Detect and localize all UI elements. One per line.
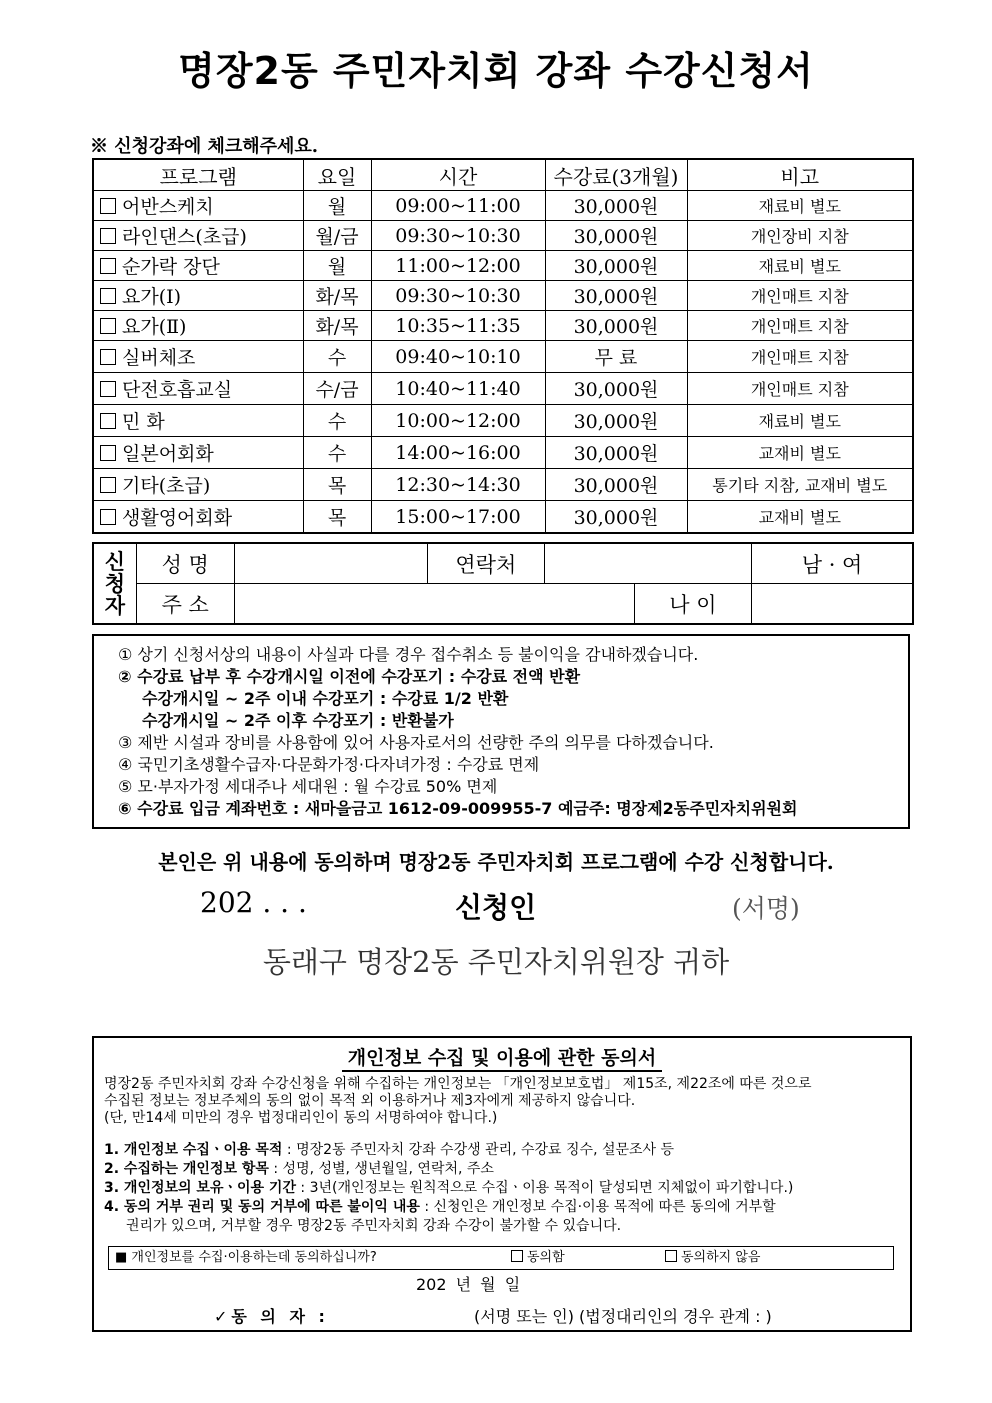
checkbox-icon[interactable] — [100, 258, 116, 274]
program-remark: 개인매트 지참 — [687, 373, 913, 405]
program-name: 일본어회화 — [93, 437, 303, 469]
name-field[interactable] — [234, 543, 427, 584]
program-time: 10:00~12:00 — [371, 405, 545, 437]
contact-label: 연락처 — [427, 543, 545, 584]
program-time: 14:00~16:00 — [371, 437, 545, 469]
privacy-title: 개인정보 수집 및 이용에 관한 동의서 — [94, 1043, 910, 1070]
program-day: 수 — [303, 405, 371, 437]
term-2-sub-1: 수강개시일 ~ 2주 이내 수강포기 : 수강료 1/2 반환 — [142, 689, 509, 708]
consent-disagree-option[interactable]: 동의하지 않음 — [665, 1247, 760, 1269]
name-label: 성 명 — [136, 543, 234, 584]
program-day: 목 — [303, 469, 371, 501]
program-table — [92, 158, 914, 534]
program-fee: 30,000원 — [545, 437, 687, 469]
header-time: 시간 — [371, 159, 545, 191]
program-fee: 30,000원 — [545, 469, 687, 501]
checkbox-icon[interactable] — [100, 349, 116, 365]
applicant-label: 신청인 — [455, 891, 537, 924]
term-2-sub-2: 수강개시일 ~ 2주 이후 수강포기 : 반환불가 — [142, 711, 454, 730]
table-row — [93, 311, 913, 341]
program-fee: 30,000원 — [545, 191, 687, 221]
privacy-item-2: 2. 수집하는 개인정보 항목 : 성명, 성별, 생년월일, 연락처, 주소 — [104, 1161, 494, 1177]
agreement-statement: 본인은 위 내용에 동의하며 명장2동 주민자치회 프로그램에 수강 신청합니다. — [158, 850, 834, 874]
program-remark: 통기타 지참, 교재비 별도 — [687, 469, 913, 501]
program-remark: 재료비 별도 — [687, 405, 913, 437]
checkbox-icon[interactable] — [100, 509, 116, 525]
table-row — [93, 281, 913, 311]
applicant-section-label: 신 청 자 — [93, 543, 136, 624]
checkbox-icon[interactable] — [665, 1250, 677, 1262]
program-name: 라인댄스(초급) — [93, 221, 303, 251]
program-name: 어반스케치 — [93, 191, 303, 221]
table-row — [93, 469, 913, 501]
term-2: ② 수강료 납부 후 수강개시일 이전에 수강포기 : 수강료 전액 반환 — [118, 667, 581, 686]
header-day: 요일 — [303, 159, 371, 191]
program-remark: 개인매트 지참 — [687, 281, 913, 311]
signer-field[interactable]: (서명 또는 인) (법정대리인의 경우 관계 : ) — [474, 1307, 772, 1326]
checkbox-icon[interactable] — [100, 445, 116, 461]
checkbox-icon[interactable] — [100, 228, 116, 244]
table-row — [93, 405, 913, 437]
term-3: ③ 제반 시설과 장비를 사용함에 있어 사용자로서의 선량한 주의 의무를 다하겠습니다. — [118, 733, 714, 752]
privacy-intro: 명장2동 주민자치회 강좌 수강신청을 위해 수집하는 개인정보는 「개인정보보호법」 제15조, 제22조에 따른 것으로 수집된 정보는 정보주체의 동의 없이 목적 외 이용하거나 제3자에게 제공하지 않습니다. (단, 만14세 미만의 경우 법정대리인이 동의 서명하여야 합니다.) — [104, 1076, 812, 1126]
program-time: 09:30~10:30 — [371, 221, 545, 251]
program-fee: 무 료 — [545, 341, 687, 373]
program-day: 수/금 — [303, 373, 371, 405]
consent-agree-option[interactable]: 동의함 — [511, 1247, 565, 1269]
term-4: ④ 국민기초생활수급자·다문화가정·다자녀가정 : 수강료 면제 — [118, 755, 540, 774]
header-remark: 비고 — [687, 159, 913, 191]
address-label: 주 소 — [136, 584, 234, 625]
checkbox-icon[interactable] — [100, 318, 116, 334]
program-remark: 교재비 별도 — [687, 501, 913, 534]
program-name: 단전호흡교실 — [93, 373, 303, 405]
program-day: 월/금 — [303, 221, 371, 251]
terms-box — [92, 634, 910, 829]
program-remark: 교재비 별도 — [687, 437, 913, 469]
program-time: 15:00~17:00 — [371, 501, 545, 534]
program-remark: 개인매트 지참 — [687, 311, 913, 341]
checkbox-icon[interactable] — [100, 288, 116, 304]
program-time: 09:00~11:00 — [371, 191, 545, 221]
program-name: 요가(Ⅰ) — [93, 281, 303, 311]
program-time: 12:30~14:30 — [371, 469, 545, 501]
privacy-item-4: 4. 동의 거부 권리 및 동의 거부에 따른 불이익 내용 : 신청인은 개인정보 수집·이용 목적에 따른 동의에 거부할 — [104, 1199, 776, 1215]
signature-field[interactable]: (서명) — [732, 894, 800, 923]
program-day: 월 — [303, 191, 371, 221]
checkbox-icon[interactable] — [100, 381, 116, 397]
table-row — [93, 501, 913, 534]
age-field[interactable] — [752, 584, 913, 625]
consent-signer-row — [214, 1304, 772, 1327]
gender-field[interactable]: 남 · 여 — [752, 543, 913, 584]
program-day: 화/목 — [303, 311, 371, 341]
program-name: 생활영어회화 — [93, 501, 303, 534]
program-name: 기타(초급) — [93, 469, 303, 501]
program-time: 10:35~11:35 — [371, 311, 545, 341]
checkbox-icon[interactable] — [511, 1250, 523, 1262]
page-title: 명장2동 주민자치회 강좌 수강신청서 — [178, 49, 814, 93]
address-field[interactable] — [234, 584, 634, 625]
program-fee: 30,000원 — [545, 373, 687, 405]
applicant-table — [92, 542, 914, 625]
checkbox-icon[interactable] — [100, 477, 116, 493]
program-remark: 재료비 별도 — [687, 191, 913, 221]
program-name: 순가락 장단 — [93, 251, 303, 281]
age-label: 나 이 — [634, 584, 752, 625]
term-6: ⑥ 수강료 입금 계좌번호 : 새마을금고 1612-09-009955-7 예금주: 명장제2동주민자치위원회 — [118, 799, 798, 818]
program-fee: 30,000원 — [545, 251, 687, 281]
header-program: 프로그램 — [93, 159, 303, 191]
program-time: 09:30~10:30 — [371, 281, 545, 311]
program-day: 수 — [303, 437, 371, 469]
table-header-row — [93, 159, 913, 191]
program-day: 월 — [303, 251, 371, 281]
table-row — [93, 251, 913, 281]
program-time: 11:00~12:00 — [371, 251, 545, 281]
privacy-item-4-cont: 권리가 있으며, 거부할 경우 명장2동 주민자치회 강좌 수강이 불가할 수 있습니다. — [126, 1218, 622, 1234]
term-5: ⑤ 모·부자가정 세대주나 세대원 : 월 수강료 50% 면제 — [118, 777, 498, 796]
consent-question: ■ 개인정보를 수집·이용하는데 동의하십니까? — [115, 1250, 377, 1265]
privacy-item-1: 1. 개인정보 수집ㆍ이용 목적 : 명장2동 주민자치 강좌 수강생 관리, 수강료 징수, 설문조사 등 — [104, 1142, 675, 1158]
consent-question-row — [108, 1246, 894, 1270]
program-remark: 개인장비 지참 — [687, 221, 913, 251]
program-remark: 개인매트 지참 — [687, 341, 913, 373]
header-fee: 수강료(3개월) — [545, 159, 687, 191]
table-row — [93, 221, 913, 251]
term-1: ① 상기 신청서상의 내용이 사실과 다를 경우 접수취소 등 불이익을 감내하겠습니다. — [118, 645, 699, 664]
program-fee: 30,000원 — [545, 501, 687, 534]
program-fee: 30,000원 — [545, 221, 687, 251]
program-fee: 30,000원 — [545, 311, 687, 341]
application-date[interactable]: 202 . . . — [200, 886, 307, 919]
program-name: 민 화 — [93, 405, 303, 437]
table-row — [93, 191, 913, 221]
table-row — [93, 373, 913, 405]
signer-label: ✓동 의 자 : — [214, 1307, 329, 1326]
checkbox-icon[interactable] — [100, 413, 116, 429]
program-name: 실버체조 — [93, 341, 303, 373]
addressee: 동래구 명장2동 주민자치위원장 귀하 — [262, 945, 730, 979]
program-fee: 30,000원 — [545, 281, 687, 311]
privacy-consent-box — [92, 1036, 912, 1332]
privacy-items — [104, 1141, 793, 1236]
privacy-item-3: 3. 개인정보의 보유ㆍ이용 기간 : 3년(개인정보는 원칙적으로 수집ㆍ이용 목적이 달성되면 지체없이 파기합니다.) — [104, 1180, 794, 1196]
program-day: 화/목 — [303, 281, 371, 311]
program-fee: 30,000원 — [545, 405, 687, 437]
program-day: 수 — [303, 341, 371, 373]
program-name: 요가(Ⅱ) — [93, 311, 303, 341]
checkbox-icon[interactable] — [100, 198, 116, 214]
program-day: 목 — [303, 501, 371, 534]
program-time: 10:40~11:40 — [371, 373, 545, 405]
program-remark: 재료비 별도 — [687, 251, 913, 281]
program-time: 09:40~10:10 — [371, 341, 545, 373]
check-note: ※ 신청강좌에 체크해주세요. — [90, 136, 319, 157]
consent-date[interactable]: 202 년 월 일 — [416, 1275, 521, 1294]
contact-field[interactable] — [545, 543, 752, 584]
table-row — [93, 341, 913, 373]
table-row — [93, 437, 913, 469]
